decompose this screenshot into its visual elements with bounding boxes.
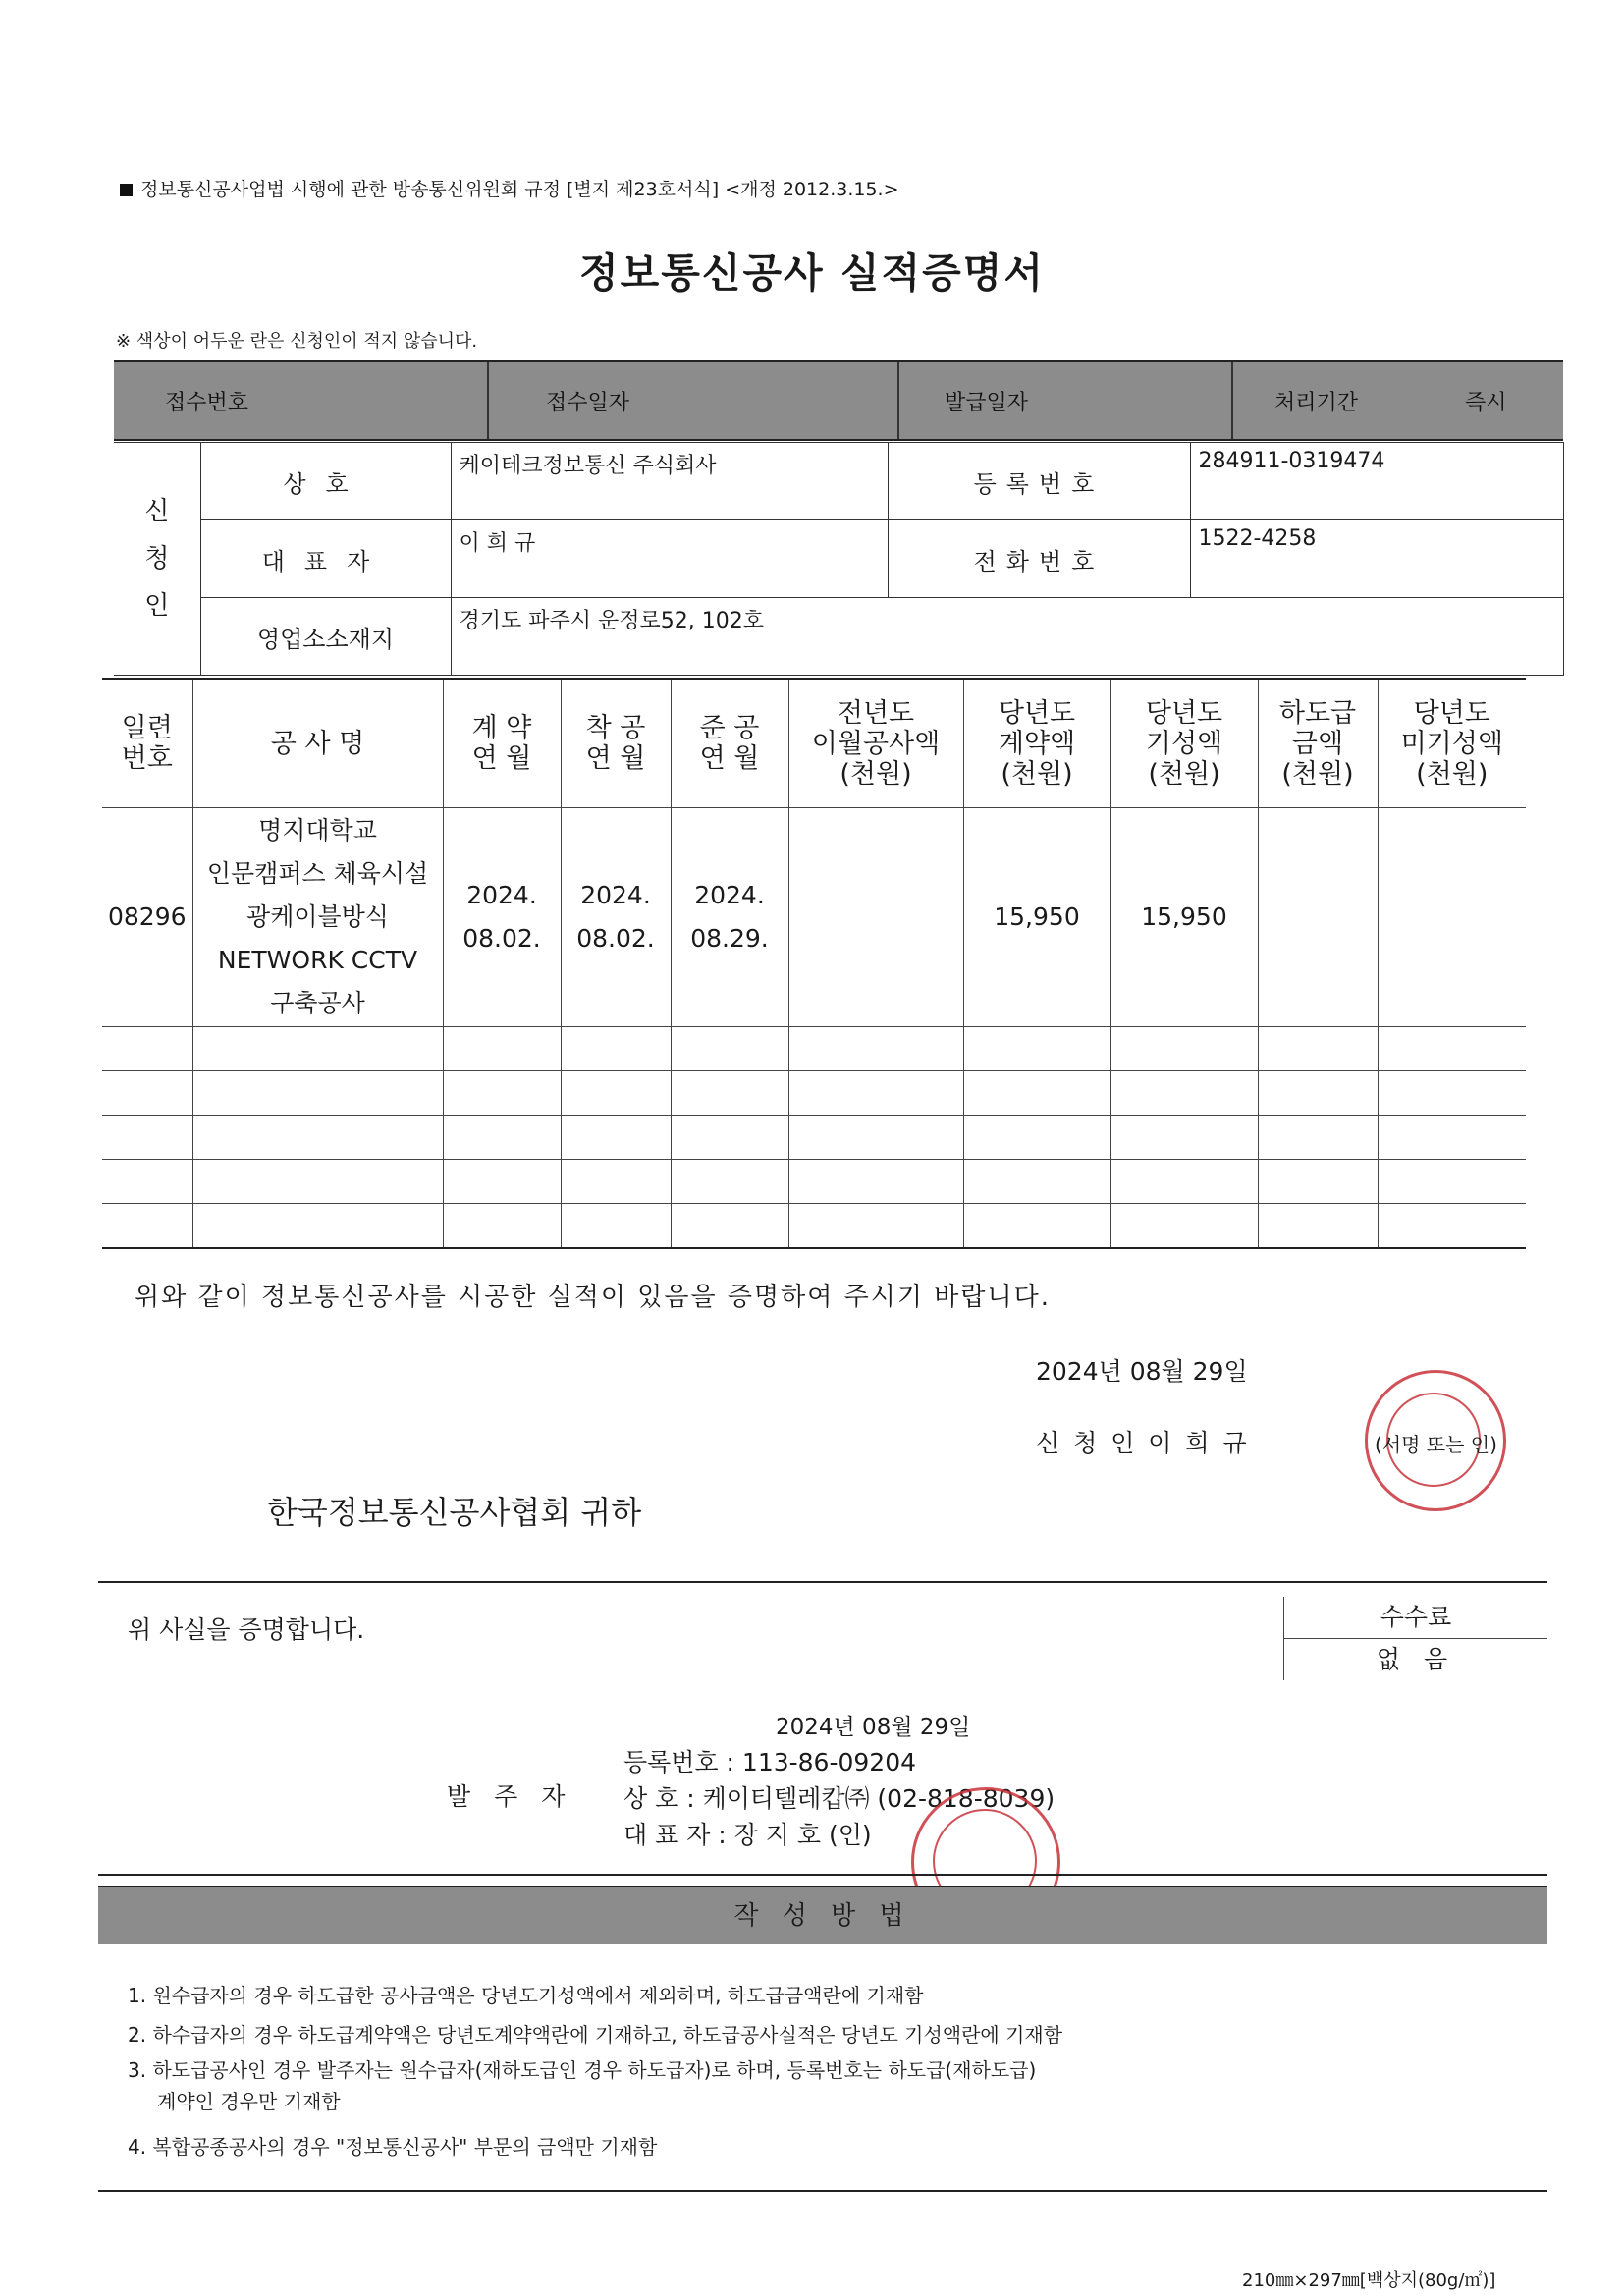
cell-contract-month: 2024. 08.02. (443, 808, 561, 1027)
header-subcontract: 하도급 금액 (천원) (1258, 679, 1378, 808)
sign-hint: (서명 또는 인) (1375, 1433, 1497, 1456)
receipt-date-label: 접수일자 (546, 390, 630, 415)
representative-value: 이 희 규 (451, 520, 888, 598)
square-bullet-icon (120, 184, 133, 196)
instruction-item: 3. 하도급공사인 경우 발주자는 원수급자(재하도급인 경우 하도급자)로 하며, 등록번호는 하도급(재하도급) (128, 2058, 1037, 2082)
representative-label: 대표자 (200, 520, 451, 598)
empty-row (102, 1160, 1526, 1204)
receipt-no-label: 접수번호 (165, 390, 249, 415)
empty-row (102, 1071, 1526, 1116)
empty-row (102, 1116, 1526, 1160)
applicant-side-label: 신 청 인 (114, 443, 200, 676)
instructions-title: 작 성 방 법 (98, 1886, 1547, 1944)
header-unperformed: 당년도 미기성액 (천원) (1378, 679, 1526, 808)
cell-unperformed (1378, 808, 1526, 1027)
company-label: 상호 (200, 443, 451, 520)
fee-value: 없 음 (1376, 1645, 1456, 1673)
works-table (102, 678, 1526, 1249)
applicant-table (114, 442, 1564, 676)
empty-row (102, 1204, 1526, 1249)
cell-subcontract (1258, 808, 1378, 1027)
orderer-label: 발 주 자 (447, 1782, 573, 1811)
orderer-reg-no: 등록번호 : 113-86-09204 (623, 1748, 917, 1777)
certification-text: 위 사실을 증명합니다. (128, 1615, 365, 1644)
cell-performance: 15,950 (1110, 808, 1258, 1027)
phone-value: 1522-4258 (1190, 520, 1563, 598)
cell-serial: 08296 (102, 808, 192, 1027)
header-contract-amount: 당년도 계약액 (천원) (963, 679, 1110, 808)
processing-period-value: 즉시 (1465, 390, 1507, 415)
certification-date: 2024년 08월 29일 (776, 1715, 971, 1740)
phone-label: 전화번호 (888, 520, 1190, 598)
reg-no-label: 등록번호 (888, 443, 1190, 520)
office-value: 경기도 파주시 운정로52, 102호 (451, 598, 1563, 676)
header-carryover: 전년도 이월공사액 (천원) (788, 679, 963, 808)
instruction-item: 1. 원수급자의 경우 하도급한 공사금액은 당년도기성액에서 제외하며, 하도급금액란에 기재함 (128, 1984, 924, 2007)
cell-work-name: 명지대학교 인문캠퍼스 체육시설 광케이블방식 NETWORK CCTV 구축공사 (192, 808, 443, 1027)
cell-contract-amount: 15,950 (963, 808, 1110, 1027)
cell-start-month: 2024. 08.02. (561, 808, 671, 1027)
orderer-company: 상 호 : 케이티텔레캅㈜ (02-818-8039) (623, 1784, 1056, 1813)
addressee: 한국정보통신공사협회 귀하 (267, 1494, 642, 1531)
empty-row (102, 1027, 1526, 1071)
fee-label: 수수료 (1284, 1597, 1547, 1639)
issue-date-label: 발급일자 (945, 390, 1029, 415)
header-start-month: 착 공 연 월 (561, 679, 671, 808)
reception-bar (114, 360, 1563, 441)
processing-period-label: 처리기간 (1274, 390, 1359, 415)
shaded-field-note: ※ 색상이 어두운 란은 신청인이 적지 않습니다. (116, 331, 478, 352)
divider (98, 1581, 1547, 1583)
divider (98, 2190, 1547, 2192)
fee-box (1283, 1597, 1547, 1680)
instruction-item: 2. 하수급자의 경우 하도급계약액은 당년도계약액란에 기재하고, 하도급공사실적은 당년도 기성액란에 기재함 (128, 2023, 1063, 2047)
regulation-line (120, 175, 899, 201)
request-date: 2024년 08월 29일 (1036, 1357, 1248, 1386)
paper-size: 210㎜×297㎜[백상지(80g/㎡)] (1242, 2270, 1496, 2291)
instruction-item: 4. 복합공종공사의 경우 "정보통신공사" 부문의 금액만 기재함 (128, 2135, 658, 2159)
cell-completion-month: 2024. 08.29. (671, 808, 788, 1027)
instruction-item: 계약인 경우만 기재함 (157, 2090, 341, 2113)
office-label: 영업소소재지 (200, 598, 451, 676)
divider (98, 1874, 1547, 1876)
reg-no-value: 284911-0319474 (1190, 443, 1563, 520)
company-value: 케이테크정보통신 주식회사 (451, 443, 888, 520)
header-serial: 일련 번호 (102, 679, 192, 808)
regulation-text: 정보통신공사업법 시행에 관한 방송통신위원회 규정 [별지 제23호서식] <개정 2012.3.15.> (140, 179, 899, 200)
header-completion-month: 준 공 연 월 (671, 679, 788, 808)
header-contract-month: 계 약 연 월 (443, 679, 561, 808)
header-work-name: 공 사 명 (192, 679, 443, 808)
cell-carryover (788, 808, 963, 1027)
applicant-signature-line: 신 청 인 이 희 규 (1036, 1429, 1250, 1457)
request-text: 위와 같이 정보통신공사를 시공한 실적이 있음을 증명하여 주시기 바랍니다. (135, 1283, 1051, 1312)
header-performance: 당년도 기성액 (천원) (1110, 679, 1258, 808)
table-row (102, 808, 1526, 1027)
orderer-representative: 대 표 자 : 장 지 호 (인) (623, 1821, 872, 1849)
document-title: 정보통신공사 실적증명서 (579, 249, 1045, 297)
